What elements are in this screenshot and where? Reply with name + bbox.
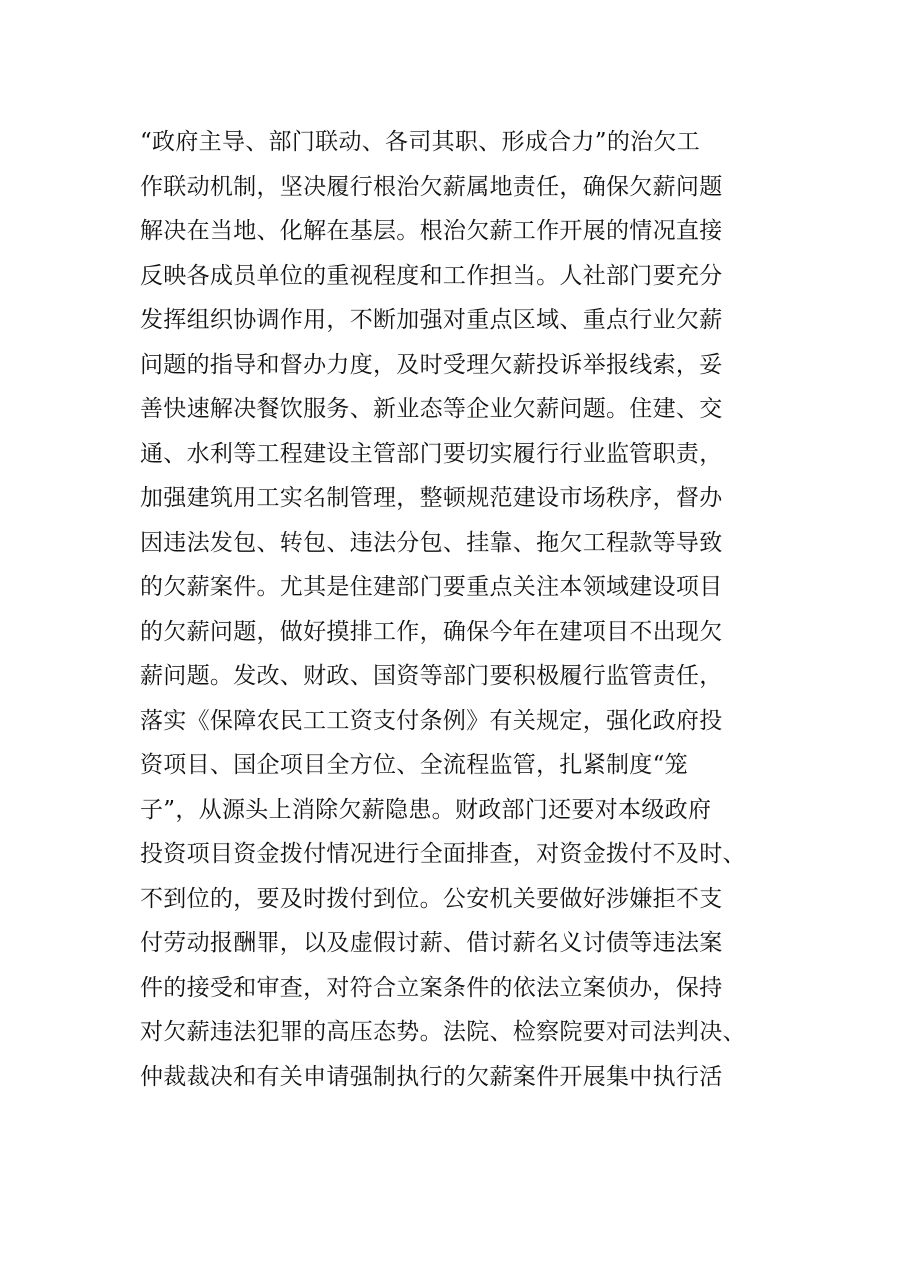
text-line: 善快速解决餐饮服务、新业态等企业欠薪问题。住建、交 — [140, 396, 723, 422]
text-line: “政府主导、部门联动、各司其职、形成合力”的治欠工 — [140, 129, 701, 155]
text-line: 不到位的，要及时拨付到位。公安机关要做好涉嫌拒不支 — [140, 885, 723, 912]
text-line: 作联动机制，坚决履行根治欠薪属地责任，确保欠薪问题 — [140, 173, 723, 200]
text-line: 的欠薪案件。尤其是住建部门要重点关注本领域建设项目 — [140, 574, 723, 600]
body-text — [140, 120, 760, 1099]
text-line: 通、水利等工程建设主管部门要切实履行行业监管职责， — [140, 440, 723, 467]
text-line: 因违法发包、转包、违法分包、挂靠、拖欠工程款等导致 — [140, 529, 723, 556]
text-line: 加强建筑用工实名制管理，整顿规范建设市场秩序，督办 — [140, 485, 723, 511]
text-line: 的欠薪问题，做好摸排工作，确保今年在建项目不出现欠 — [140, 618, 723, 645]
text-line: 仲裁裁决和有关申请强制执行的欠薪案件开展集中执行活 — [140, 1063, 723, 1090]
text-line: 问题的指导和督办力度，及时受理欠薪投诉举报线索，妥 — [140, 351, 723, 378]
text-line: 解决在当地、化解在基层。根治欠薪工作开展的情况直接 — [140, 218, 723, 244]
text-line: 发挥组织协调作用，不断加强对重点区域、重点行业欠薪 — [140, 307, 723, 333]
text-line: 件的接受和审查，对符合立案条件的依法立案侦办，保持 — [140, 974, 723, 1001]
text-line: 资项目、国企项目全方位、全流程监管，扎紧制度“笼 — [140, 752, 688, 778]
text-line: 付劳动报酬罪，以及虚假讨薪、借讨薪名义讨债等违法案 — [140, 930, 723, 956]
text-line: 落实《保障农民工工资支付条例》有关规定，强化政府投 — [140, 707, 723, 734]
text-line: 投资项目资金拨付情况进行全面排查，对资金拨付不及时、 — [140, 841, 746, 867]
text-line: 薪问题。发改、财政、国资等部门要积极履行监管责任， — [140, 663, 723, 689]
text-line: 对欠薪违法犯罪的高压态势。法院、检察院要对司法判决、 — [140, 1019, 746, 1045]
text-line: 子”，从源头上消除欠薪隐患。财政部门还要对本级政府 — [140, 796, 712, 823]
text-line: 反映各成员单位的重视程度和工作担当。人社部门要充分 — [140, 262, 723, 289]
